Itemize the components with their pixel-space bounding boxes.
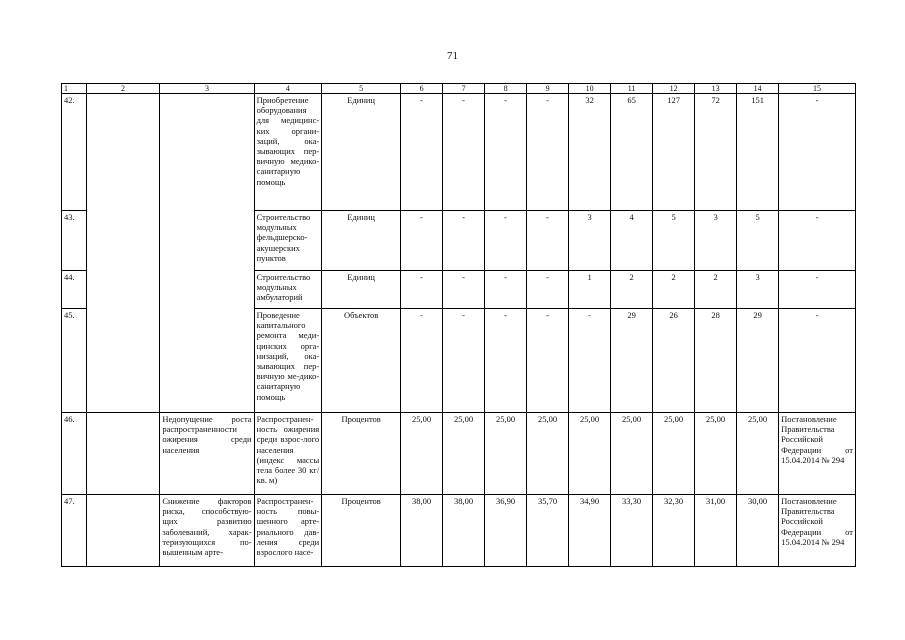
page-number: 71 bbox=[447, 50, 458, 62]
value-cell: 25,00 bbox=[653, 413, 695, 495]
goal-cell bbox=[160, 211, 254, 271]
value-cell: 28 bbox=[695, 309, 737, 413]
table-row bbox=[62, 413, 856, 495]
value-cell: 25,00 bbox=[485, 413, 527, 495]
value-cell: 25,00 bbox=[611, 413, 653, 495]
value-cell: 25,00 bbox=[443, 413, 485, 495]
value-cell: - bbox=[485, 211, 527, 271]
row-number: 46. bbox=[62, 413, 87, 495]
value-cell: 3 bbox=[737, 271, 779, 309]
value-cell: 65 bbox=[611, 94, 653, 211]
value-cell: - bbox=[527, 309, 569, 413]
value-cell: - bbox=[401, 309, 443, 413]
value-cell: - bbox=[485, 309, 527, 413]
value-cell: 26 bbox=[653, 309, 695, 413]
header-cell: 8 bbox=[485, 84, 527, 94]
header-cell: 7 bbox=[443, 84, 485, 94]
value-cell: 34,90 bbox=[569, 495, 611, 567]
value-cell: 5 bbox=[653, 211, 695, 271]
value-cell: - bbox=[401, 94, 443, 211]
indicator-name: Распространен-ность повы-шенного арте-риального дав-ления среди взрослого насе- bbox=[254, 495, 322, 567]
indicator-name: Строительство модульных амбулаторий bbox=[254, 271, 322, 309]
value-cell: 1 bbox=[569, 271, 611, 309]
value-cell: 35,70 bbox=[527, 495, 569, 567]
header-cell: 13 bbox=[695, 84, 737, 94]
empty-cell bbox=[86, 413, 160, 495]
value-cell: - bbox=[485, 271, 527, 309]
table-body bbox=[62, 94, 856, 567]
unit-cell: Процентов bbox=[322, 413, 401, 495]
empty-cell bbox=[86, 309, 160, 413]
value-cell: 25,00 bbox=[527, 413, 569, 495]
value-cell: 2 bbox=[695, 271, 737, 309]
note-cell: - bbox=[779, 94, 856, 211]
note-cell: Постановление Правительства Российской Федерации от 15.04.2014 № 294 bbox=[779, 495, 856, 567]
indicator-name: Приобретение оборудования для медицинс-ких органи-заций, ока-зывающих пер-вичную медико-санитарную помощь bbox=[254, 94, 322, 211]
value-cell: - bbox=[401, 271, 443, 309]
row-number: 47. bbox=[62, 495, 87, 567]
empty-cell bbox=[86, 271, 160, 309]
header-cell: 3 bbox=[160, 84, 254, 94]
value-cell: 127 bbox=[653, 94, 695, 211]
value-cell: 4 bbox=[611, 211, 653, 271]
goal-cell bbox=[160, 94, 254, 211]
value-cell: 31,00 bbox=[695, 495, 737, 567]
goal-cell bbox=[160, 271, 254, 309]
indicators-table bbox=[61, 83, 856, 567]
indicator-name: Строительство модульных фельдшерско-акушерских пунктов bbox=[254, 211, 322, 271]
unit-cell: Единиц bbox=[322, 211, 401, 271]
value-cell: - bbox=[527, 271, 569, 309]
empty-cell bbox=[86, 495, 160, 567]
header-cell: 9 bbox=[527, 84, 569, 94]
value-cell: - bbox=[485, 94, 527, 211]
table-row bbox=[62, 211, 856, 271]
value-cell: - bbox=[569, 309, 611, 413]
row-number: 44. bbox=[62, 271, 87, 309]
indicator-name: Распространен-ность ожирения среди взрос-лого населения (индекс массы тела более 30 кг/кв. м) bbox=[254, 413, 322, 495]
value-cell: 151 bbox=[737, 94, 779, 211]
value-cell: 25,00 bbox=[737, 413, 779, 495]
table-row bbox=[62, 495, 856, 567]
goal-cell bbox=[160, 309, 254, 413]
value-cell: - bbox=[527, 211, 569, 271]
table-row bbox=[62, 271, 856, 309]
value-cell: 25,00 bbox=[569, 413, 611, 495]
value-cell: 3 bbox=[695, 211, 737, 271]
row-number: 43. bbox=[62, 211, 87, 271]
value-cell: 33,30 bbox=[611, 495, 653, 567]
table-row bbox=[62, 94, 856, 211]
value-cell: - bbox=[443, 211, 485, 271]
value-cell: - bbox=[443, 94, 485, 211]
note-cell: - bbox=[779, 271, 856, 309]
header-cell: 10 bbox=[569, 84, 611, 94]
indicator-name: Проведение капитального ремонта меди-цинских орга-низаций, ока-зывающих пер-вичную ме-дико-санитарную помощь bbox=[254, 309, 322, 413]
unit-cell: Единиц bbox=[322, 94, 401, 211]
header-cell: 14 bbox=[737, 84, 779, 94]
value-cell: 32,30 bbox=[653, 495, 695, 567]
value-cell: 32 bbox=[569, 94, 611, 211]
value-cell: 30,00 bbox=[737, 495, 779, 567]
note-cell: Постановление Правительства Российской Федерации от 15.04.2014 № 294 bbox=[779, 413, 856, 495]
value-cell: 5 bbox=[737, 211, 779, 271]
note-cell: - bbox=[779, 309, 856, 413]
value-cell: 25,00 bbox=[695, 413, 737, 495]
value-cell: - bbox=[443, 271, 485, 309]
header-cell: 6 bbox=[401, 84, 443, 94]
value-cell: 2 bbox=[653, 271, 695, 309]
header-cell: 2 bbox=[86, 84, 160, 94]
header-cell: 12 bbox=[653, 84, 695, 94]
row-number: 45. bbox=[62, 309, 87, 413]
empty-cell bbox=[86, 94, 160, 211]
header-cell: 4 bbox=[254, 84, 322, 94]
value-cell: 29 bbox=[737, 309, 779, 413]
table-row bbox=[62, 309, 856, 413]
header-cell: 11 bbox=[611, 84, 653, 94]
unit-cell: Процентов bbox=[322, 495, 401, 567]
header-cell: 1 bbox=[62, 84, 87, 94]
value-cell: - bbox=[401, 211, 443, 271]
value-cell: 72 bbox=[695, 94, 737, 211]
unit-cell: Единиц bbox=[322, 271, 401, 309]
row-number: 42. bbox=[62, 94, 87, 211]
value-cell: 38,00 bbox=[401, 495, 443, 567]
value-cell: 3 bbox=[569, 211, 611, 271]
table-header-row bbox=[62, 84, 856, 94]
goal-cell: Снижение факторов риска, способствую-щих развитию заболеваний, харак-теризующихся по-вышенным арте- bbox=[160, 495, 254, 567]
value-cell: - bbox=[527, 94, 569, 211]
value-cell: 2 bbox=[611, 271, 653, 309]
value-cell: 38,00 bbox=[443, 495, 485, 567]
header-cell: 5 bbox=[322, 84, 401, 94]
unit-cell: Объектов bbox=[322, 309, 401, 413]
value-cell: 25,00 bbox=[401, 413, 443, 495]
note-cell: - bbox=[779, 211, 856, 271]
value-cell: - bbox=[443, 309, 485, 413]
goal-cell: Недопущение роста распространенности ожирения среди населения bbox=[160, 413, 254, 495]
header-cell: 15 bbox=[779, 84, 856, 94]
value-cell: 29 bbox=[611, 309, 653, 413]
empty-cell bbox=[86, 211, 160, 271]
value-cell: 36,90 bbox=[485, 495, 527, 567]
